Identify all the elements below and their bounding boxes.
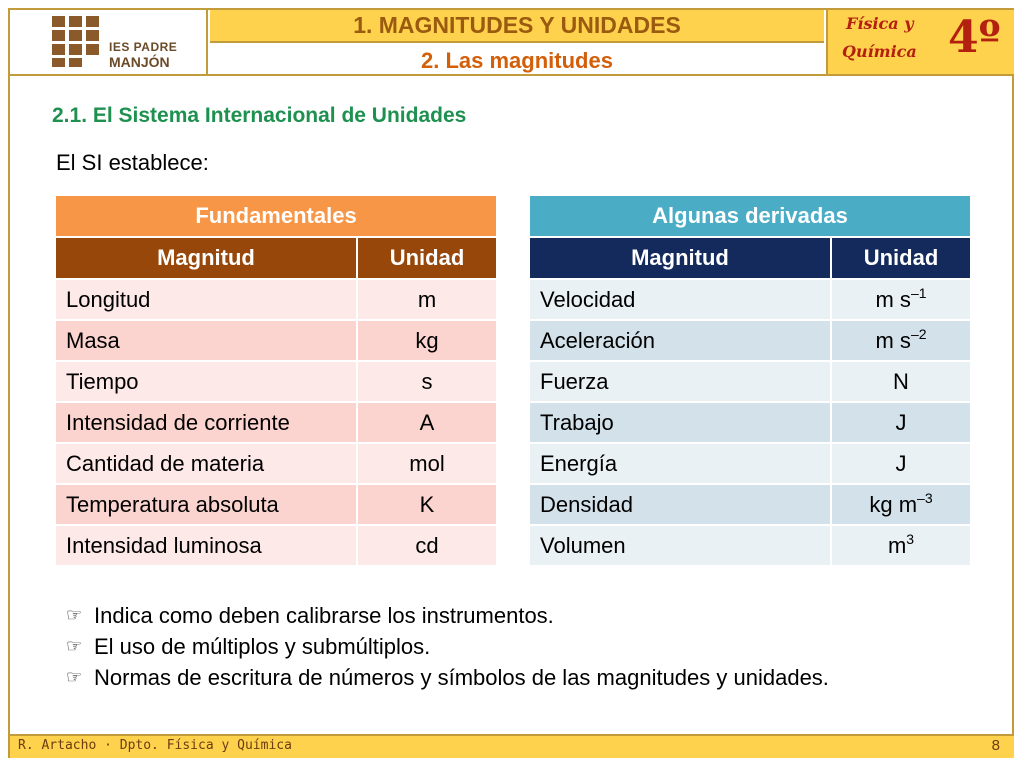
table-row [530,362,970,401]
cell-unidad [832,321,970,360]
intro-text: El SI establece: [56,150,209,175]
logo-text-line1: IES PADRE [109,40,178,54]
subject-badge [826,10,1014,74]
footer-author: R. Artacho · Dpto. Física y Química [18,738,292,753]
section-title: 2.1. El Sistema Internacional de Unidades [52,104,467,127]
cell-unidad [832,485,970,524]
fundamental-units-table [54,194,498,567]
bullet-text: Indica como deben calibrarse los instrumentos. [94,603,554,628]
table-row [56,362,496,401]
unit-symbol: m [887,532,907,558]
cell-unidad [832,280,970,319]
cell-magnitud: Volumen [530,526,830,565]
table-row [56,444,496,483]
column-header-magnitud: Magnitud [530,238,830,278]
bullet-text: El uso de múltiplos y submúltiplos. [94,634,431,659]
cell-magnitud: Masa [56,321,356,360]
unit-symbol: N [893,368,909,394]
cell-unidad [832,362,970,401]
table-caption: Algunas derivadas [530,196,970,236]
table-caption: Fundamentales [56,196,496,236]
pointing-hand-icon: ☞ [66,636,83,656]
grade-label: 4º [948,12,1001,63]
lesson-subtitle: 2. Las magnitudes [210,44,824,74]
footer-bar [10,734,1014,758]
list-item [66,631,829,662]
table-row [530,321,970,360]
cell-magnitud: Tiempo [56,362,356,401]
unit-symbol: J [895,409,907,435]
table-row [530,280,970,319]
cell-unidad [832,526,970,565]
unit-exponent: –2 [910,325,927,342]
cell-magnitud: Temperatura absoluta [56,485,356,524]
table-row [56,280,496,319]
unit-symbol: J [895,450,907,476]
derived-units-table [528,194,972,567]
unit-title: 1. MAGNITUDES Y UNIDADES [210,10,824,43]
table-row [530,485,970,524]
column-header-unidad: Unidad [358,238,496,278]
cell-magnitud: Longitud [56,280,356,319]
logo-text-line2: MANJÓN [109,54,170,70]
cell-unidad: A [358,403,496,442]
header-divider [10,74,1014,76]
cell-unidad [832,444,970,483]
subject-line2: Química [842,42,917,61]
bullet-text: Normas de escritura de números y símbolos de las magnitudes y unidades. [94,665,829,690]
cell-unidad: kg [358,321,496,360]
cell-unidad: m [358,280,496,319]
list-item [66,600,829,631]
unit-symbol: m s [875,327,911,353]
table-row [530,526,970,565]
unit-exponent: –1 [910,284,927,301]
cell-unidad: mol [358,444,496,483]
cell-magnitud: Densidad [530,485,830,524]
column-header-unidad: Unidad [832,238,970,278]
page-number: 8 [991,737,1000,754]
unit-symbol: kg m [869,491,918,517]
list-item [66,662,829,693]
unit-exponent: –3 [917,489,933,506]
subject-line1: Física y [846,14,914,33]
pointing-hand-icon: ☞ [66,605,83,625]
cell-unidad: cd [358,526,496,565]
pointing-hand-icon: ☞ [66,667,83,687]
logo-grid-icon [52,16,102,68]
cell-magnitud: Aceleración [530,321,830,360]
cell-magnitud: Cantidad de materia [56,444,356,483]
cell-unidad: s [358,362,496,401]
cell-magnitud: Intensidad luminosa [56,526,356,565]
cell-magnitud: Intensidad de corriente [56,403,356,442]
cell-magnitud: Fuerza [530,362,830,401]
unit-exponent: 3 [906,530,915,547]
table-row [530,444,970,483]
bullet-list [66,600,829,693]
school-logo [10,10,208,74]
table-row [56,321,496,360]
column-header-magnitud: Magnitud [56,238,356,278]
cell-unidad: K [358,485,496,524]
table-row [56,403,496,442]
cell-magnitud: Velocidad [530,280,830,319]
table-row [56,526,496,565]
table-row [56,485,496,524]
cell-magnitud: Energía [530,444,830,483]
unit-symbol: m s [875,286,911,312]
table-row [530,403,970,442]
cell-unidad [832,403,970,442]
cell-magnitud: Trabajo [530,403,830,442]
